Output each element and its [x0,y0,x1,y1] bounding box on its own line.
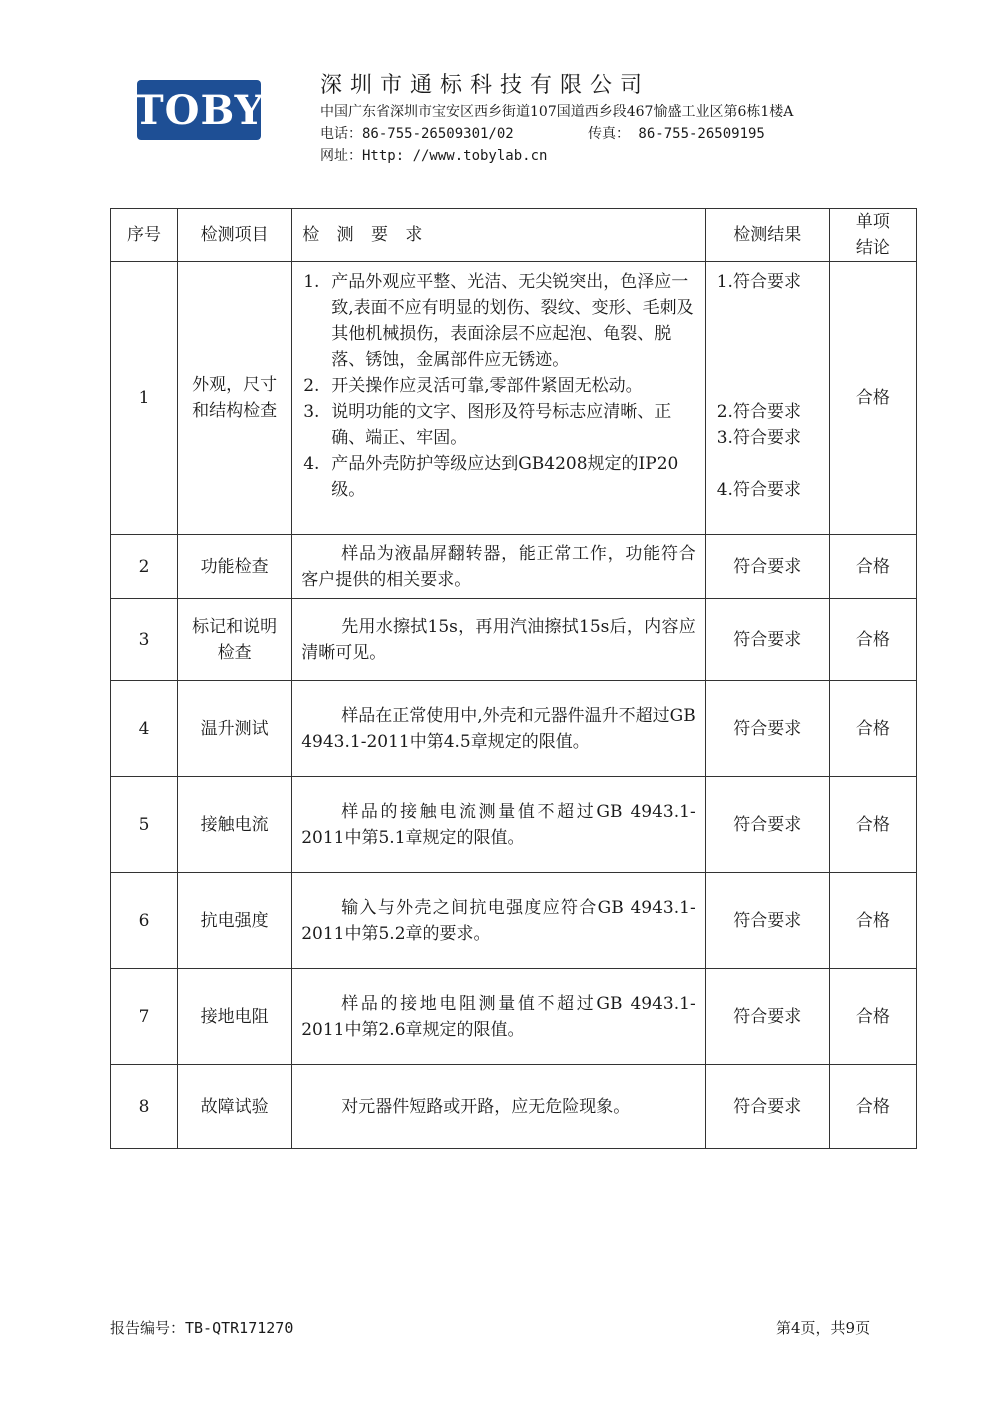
company-logo [133,80,265,140]
row-no: 7 [111,969,178,1065]
row-no: 6 [111,873,178,969]
row-no: 2 [111,535,178,599]
website-link[interactable]: 网址：Http: //www.tobylab.cn [320,148,548,164]
page-number: 第4页，共9页 [776,1319,871,1337]
row-no: 8 [111,1065,178,1149]
row-requirement: 样品的接触电流测量值不超过GB 4943.1-2011中第5.1章规定的限值。 [301,801,696,848]
row-conclusion: 合格 [829,969,916,1065]
table-row [111,681,917,777]
phone-number: 电话：86-755-26509301/02 [320,126,514,142]
row-item: 故障试验 [178,1065,292,1149]
header-no: 序号 [111,209,178,262]
result-item: 1.符合要求 [716,272,801,292]
company-address: 中国广东省深圳市宝安区西乡街道107国道西乡段467愉盛工业区第6栋1楼A [320,104,794,120]
row-result: 符合要求 [705,777,829,873]
row-requirement: 先用水擦拭15s，再用汽油擦拭15s后，内容应清晰可见。 [301,616,696,663]
company-name: 深圳市通标科技有限公司 [320,73,651,98]
fax-number: 传真： 86-755-26509195 [588,126,765,142]
result-item: 4.符合要求 [716,480,801,500]
requirement-item: 3. 说明功能的文字、图形及符号标志应清晰、正确、端正、牢固。 [303,402,672,448]
row-result [705,262,829,535]
result-item: 3.符合要求 [716,428,801,448]
row-conclusion: 合格 [829,1065,916,1149]
row-conclusion: 合格 [829,681,916,777]
row-requirement: 样品的接地电阻测量值不超过GB 4943.1-2011中第2.6章规定的限值。 [301,993,696,1040]
row-conclusion: 合格 [829,599,916,681]
row-requirement: 对元器件短路或开路，应无危险现象。 [341,1096,631,1117]
header-item: 检测项目 [178,209,292,262]
requirement-item: 4. 产品外壳防护等级应达到GB4208规定的IP20级。 [303,454,679,500]
row-no: 1 [111,262,178,535]
row-item: 接触电流 [178,777,292,873]
row-result: 符合要求 [705,535,829,599]
row-requirement: 样品为液晶屏翻转器，能正常工作，功能符合客户提供的相关要求。 [301,543,696,590]
row-item: 抗电强度 [178,873,292,969]
table-header-row [111,209,917,262]
row-item: 标记和说明检查 [178,599,292,681]
table-row [111,969,917,1065]
row-result: 符合要求 [705,599,829,681]
table-row [111,535,917,599]
header-conclusion: 单项结论 [829,209,916,262]
row-item: 接地电阻 [178,969,292,1065]
row-conclusion: 合格 [829,262,916,535]
table-row [111,1065,917,1149]
row-result: 符合要求 [705,681,829,777]
row-no: 3 [111,599,178,681]
row-item: 外观，尺寸和结构检查 [178,262,292,535]
header-requirement: 检 测 要 求 [292,209,706,262]
row-conclusion: 合格 [829,873,916,969]
result-item: 2.符合要求 [716,402,801,422]
table-row [111,777,917,873]
row-conclusion: 合格 [829,535,916,599]
header-result: 检测结果 [705,209,829,262]
row-item: 功能检查 [178,535,292,599]
table-row [111,873,917,969]
row-no: 4 [111,681,178,777]
report-number: 报告编号：TB-QTR171270 [110,1319,294,1337]
row-result: 符合要求 [705,969,829,1065]
requirement-item: 2. 开关操作应灵活可靠,零部件紧固无松动。 [303,376,643,396]
row-item: 温升测试 [178,681,292,777]
row-requirement: 输入与外壳之间抗电强度应符合GB 4943.1-2011中第5.2章的要求。 [301,897,696,944]
table-row [111,262,917,535]
row-conclusion: 合格 [829,777,916,873]
contact-line [320,123,765,143]
row-result: 符合要求 [705,1065,829,1149]
logo-text: TOBY [133,86,265,134]
row-result: 符合要求 [705,873,829,969]
table-row [111,599,917,681]
inspection-table [110,208,917,1149]
row-no: 5 [111,777,178,873]
row-requirement: 样品在正常使用中,外壳和元器件温升不超过GB 4943.1-2011中第4.5章规定的限值。 [301,705,696,752]
row-requirement [292,262,706,535]
requirement-list [293,263,704,509]
requirement-item: 1. 产品外观应平整、光洁、无尖锐突出，色泽应一致,表面不应有明显的划伤、裂纹、变形、毛刺及其他机械损伤，表面涂层不应起泡、龟裂、脱落、锈蚀，金属部件应无锈迹。 [303,272,694,370]
